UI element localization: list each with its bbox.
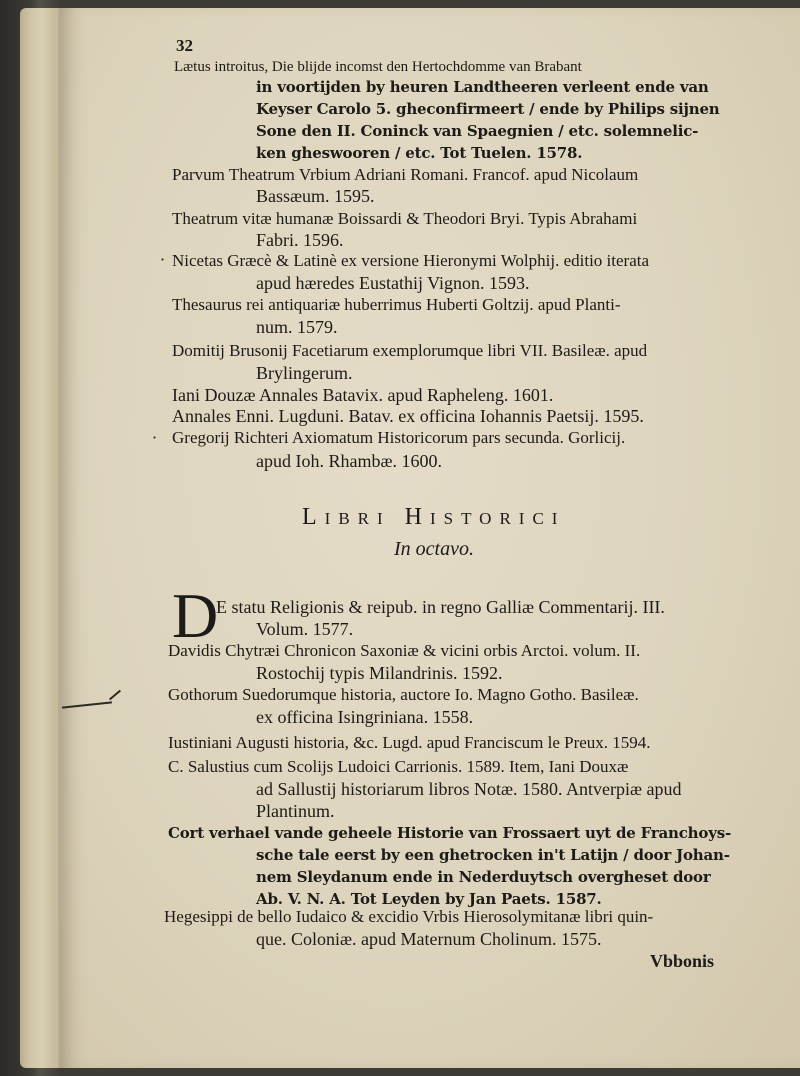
entry-2-line-2: Bassæum. 1595. xyxy=(256,186,375,206)
entry-2-line-1: Parvum Theatrum Vrbium Adriani Romani. Francof. apud Nicolaum xyxy=(172,165,639,184)
bottom-entry-6-line-1: Cort verhael vande geheele Historie van Frossaert uyt de Franchoys- xyxy=(168,824,731,842)
bottom-entry-4-line-1: Iustiniani Augusti historia, &c. Lugd. apud Franciscum le Preux. 1594. xyxy=(168,733,651,752)
bottom-entry-1-line-2: Volum. 1577. xyxy=(256,619,354,639)
bottom-entry-5-line-1: C. Salustius cum Scolijs Ludoici Carrionis. 1589. Item, Iani Douxæ xyxy=(168,757,629,776)
bottom-entry-7-line-2: que. Coloniæ. apud Maternum Cholinum. 1575. xyxy=(256,929,602,949)
bottom-entry-6-line-3: nem Sleydanum ende in Nederduytsch overgheset door xyxy=(256,868,711,886)
section-heading: Libri Historici xyxy=(302,504,566,530)
bottom-entry-3-line-1: Gothorum Suedorumque historia, auctore Io. Magno Gotho. Basileæ. xyxy=(168,685,639,704)
catchword: Vbbonis xyxy=(650,951,715,971)
bottom-entry-5-line-3: Plantinum. xyxy=(256,801,335,821)
entry-7-line-1: Iani Douzæ Annales Batavix. apud Rapheleng. 1601. xyxy=(172,385,554,405)
bottom-entry-1-line-1: E statu Religionis & reipub. in regno Galliæ Commentarij. III. xyxy=(216,597,665,617)
entry-4-line-1: Nicetas Græcè & Latinè ex versione Hieronymi Wolphij. editio iterata xyxy=(172,251,650,270)
entry-9-line-1: Gregorij Richteri Axiomatum Historicorum pars secunda. Gorlicij. xyxy=(172,428,626,447)
entry-1-line-5: ken gheswooren / etc. Tot Tuelen. 1578. xyxy=(256,144,583,162)
entry-3-line-2: Fabri. 1596. xyxy=(256,230,344,250)
section-subheading: In octavo. xyxy=(394,538,474,560)
entry-3-line-1: Theatrum vitæ humanæ Boissardi & Theodori Bryi. Typis Abrahami xyxy=(172,209,638,228)
entry-1-line-4: Sone den II. Coninck van Spaegnien / etc. solemnelic- xyxy=(256,122,699,140)
entry-1-line-2: in voortijden by heuren Landtheeren verleent ende van xyxy=(256,78,709,96)
entry-5-line-2: num. 1579. xyxy=(256,317,338,337)
bottom-entry-5-line-2: ad Sallustij historiarum libros Notæ. 1580. Antverpiæ apud xyxy=(256,779,682,799)
entry-5-line-1: Thesaurus rei antiquariæ huberrimus Huberti Goltzij. apud Planti- xyxy=(172,295,621,314)
entry-6-line-2: Brylingerum. xyxy=(256,363,353,383)
entry-1-line-3: Keyser Carolo 5. gheconfirmeert / ende by Philips sijnen xyxy=(256,100,720,118)
entry-1-line-1: Lætus introitus, Die blijde incomst den Hertochdomme van Brabant xyxy=(174,59,582,75)
drop-cap: D xyxy=(172,580,219,651)
bottom-entry-6-line-2: sche tale eerst by een ghetrocken in't Latijn / door Johan- xyxy=(256,846,730,864)
entry-6-line-1: Domitij Brusonij Facetiarum exemplorumque libri VII. Basileæ. apud xyxy=(172,341,648,360)
bottom-entry-2-line-2: Rostochij typis Milandrinis. 1592. xyxy=(256,663,503,683)
entry-4-line-2: apud hæredes Eustathij Vignon. 1593. xyxy=(256,273,530,293)
bottom-entry-3-line-2: ex officina Isingriniana. 1558. xyxy=(256,707,474,727)
page-number: 32 xyxy=(176,36,193,55)
entry-9-line-2: apud Ioh. Rhambæ. 1600. xyxy=(256,451,442,471)
bottom-entry-2-line-1: Davidis Chytræi Chronicon Saxoniæ & vicini orbis Arctoi. volum. II. xyxy=(168,641,641,660)
bottom-entry-6-line-4: Ab. V. N. A. Tot Leyden by Jan Paets. 1587. xyxy=(256,890,602,908)
entry-8-line-1: Annales Enni. Lugduni. Batav. ex officina Iohannis Paetsij. 1595. xyxy=(172,406,644,426)
bottom-entry-7-line-1: Hegesippi de bello Iudaico & excidio Vrbis Hierosolymitanæ libri quin- xyxy=(164,907,654,926)
margin-mark: · xyxy=(152,428,158,447)
margin-dot: · xyxy=(160,250,166,269)
